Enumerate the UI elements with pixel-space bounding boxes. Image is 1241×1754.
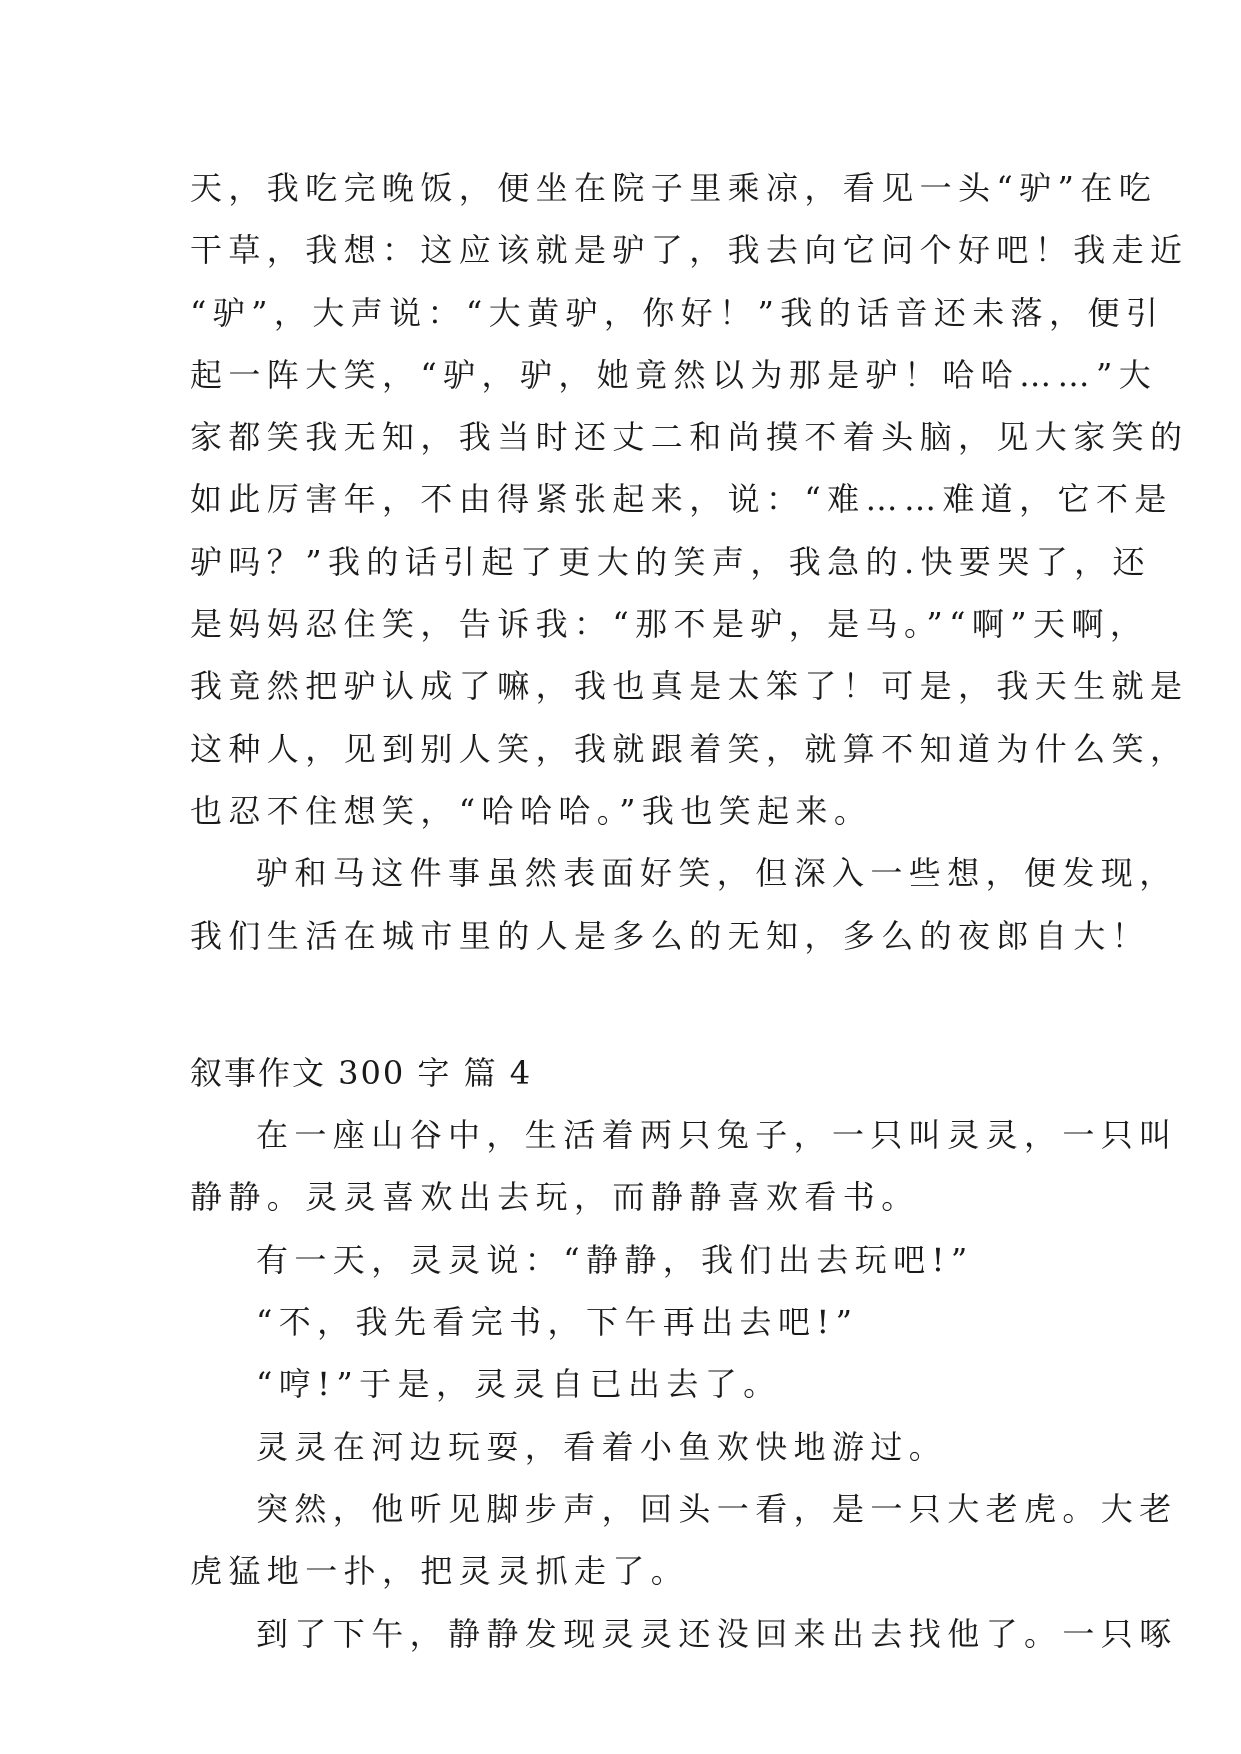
paragraph-line: 起一阵大笑，“驴，驴，她竟然以为那是驴！哈哈……”大 [190,355,1158,394]
paragraph-line: 家都笑我无知，我当时还丈二和尚摸不着头脑，见大家笑的 [190,418,1189,457]
paragraph-line: 有一天，灵灵说：“静静，我们出去玩吧!” [256,1240,974,1279]
paragraph-line: 灵灵在河边玩耍，看着小鱼欢快地游过。 [256,1427,948,1466]
paragraph-line: 我们生活在城市里的人是多么的无知，多么的夜郎自大！ [190,916,1151,955]
paragraph-line: 我竟然把驴认成了嘛，我也真是太笨了！可是，我天生就是 [190,667,1189,706]
paragraph-line: 是妈妈忍住笑，告诉我：“那不是驴，是马。”“啊”天啊， [190,605,1149,644]
paragraph-line: “驴”，大声说：“大黄驴，你好！”我的话音还未落，便引 [190,293,1165,332]
paragraph-line: “哼!”于是，灵灵自已出去了。 [256,1365,782,1404]
paragraph-line: 天，我吃完晚饭，便坐在院子里乘凉，看见一头“驴”在吃 [190,169,1158,207]
section-heading: 叙事作文 300 字 篇 4 [190,1053,533,1092]
paragraph-line: 驴和马这件事虽然表面好笑，但深入一些想，便发现， [256,854,1178,893]
paragraph-line: 干草，我想：这应该就是驴了，我去向它问个好吧！我走近 [190,231,1189,270]
paragraph-line: 如此厉害年，不由得紧张起来，说：“难……难道，它不是 [190,480,1173,519]
document-body [190,157,1189,1665]
paragraph-line: 虎猛地一扑，把灵灵抓走了。 [190,1552,690,1591]
paragraph-line: 到了下午，静静发现灵灵还没回来出去找他了。一只啄 [256,1614,1178,1653]
paragraph-line: 这种人，见到别人笑，我就跟着笑，就算不知道为什么笑， [190,729,1189,768]
paragraph-line: “不，我先看完书，下午再出去吧!” [256,1303,859,1342]
paragraph-line: 也忍不住想笑，“哈哈哈。”我也笑起来。 [190,791,873,830]
paragraph-line: 驴吗？”我的话引起了更大的笑声，我急的.快要哭了，还 [190,542,1151,581]
paragraph-line: 突然，他听见脚步声，回头一看，是一只大老虎。大老 [256,1489,1178,1528]
paragraph-line: 静静。灵灵喜欢出去玩，而静静喜欢看书。 [190,1178,920,1217]
paragraph-line: 在一座山谷中，生活着两只兔子，一只叫灵灵，一只叫 [256,1116,1178,1155]
